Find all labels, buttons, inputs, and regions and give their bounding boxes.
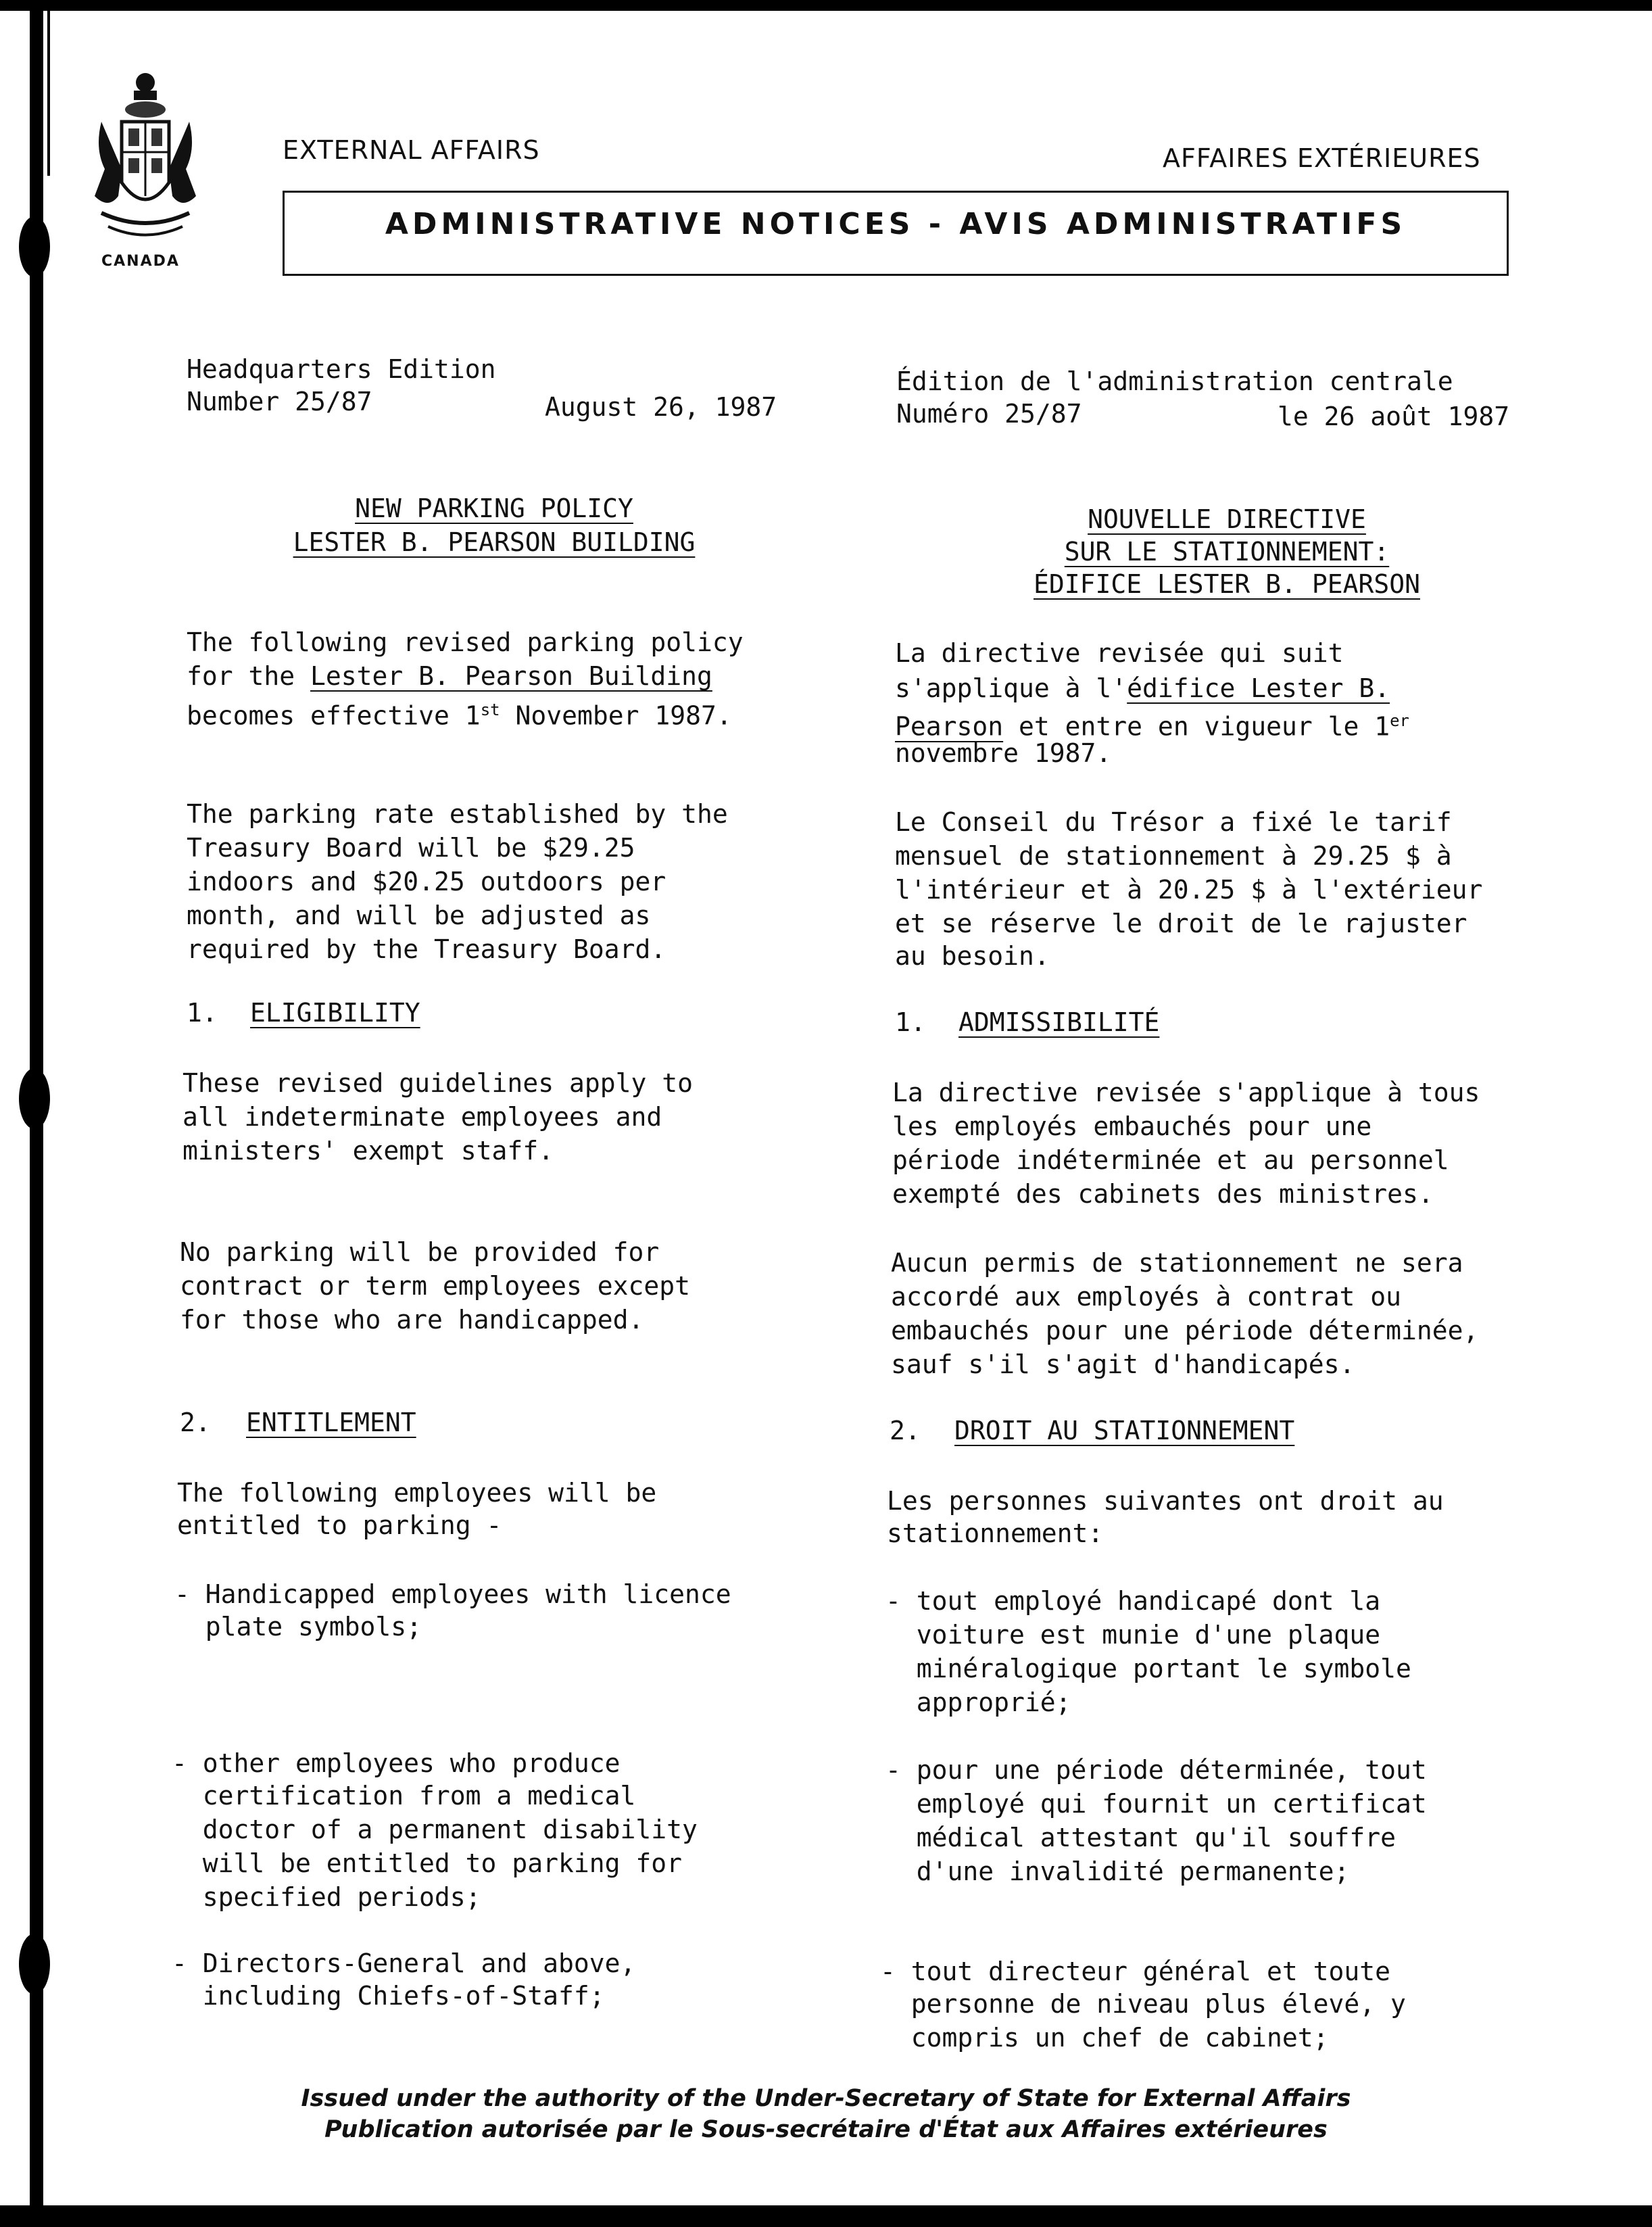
edition-fr: Édition de l'administration centrale (896, 366, 1453, 396)
bullet-handicapped-fr-line2: voiture est munie d'une plaque (885, 1620, 1381, 1650)
authority-footer-fr: Publication autorisée par le Sous-secrétaire d'État aux Affaires extérieures (324, 2116, 1328, 2143)
date-fr: le 26 août 1987 (1278, 402, 1510, 431)
authority-footer-en: Issued under the authority of the Under-Secretary of State for External Affairs (301, 2085, 1351, 2112)
notice-title: ADMINISTRATIVE NOTICES - AVIS ADMINISTRATIFS (385, 207, 1407, 241)
no-permit-fr-line1: Aucun permis de stationnement ne sera (891, 1248, 1463, 1278)
bullet-handicapped-fr-line1: - tout employé handicapé dont la (885, 1586, 1381, 1616)
title-fr-line2: SUR LE STATIONNEMENT: (1064, 537, 1390, 567)
bullet-medical-fr-line4: d'une invalidité permanente; (885, 1857, 1350, 1886)
rate-en-line3: indoors and $20.25 outdoors per (187, 867, 666, 896)
no-permit-fr-line4: sauf s'il s'agit d'handicapés. (891, 1349, 1355, 1379)
entitlement-intro-fr-line2: stationnement: (887, 1518, 1104, 1548)
section2-heading-fr: DROIT AU STATIONNEMENT (954, 1416, 1295, 1445)
entitlement-intro-en-line2: entitled to parking - (177, 1510, 502, 1540)
admissibility-fr-line2: les employés embauchés pour une (892, 1111, 1372, 1141)
intro-fr-line1: La directive revisée qui suit (895, 638, 1344, 668)
rate-en-line4: month, and will be adjusted as (187, 901, 651, 930)
section2-number-en: 2. (180, 1408, 211, 1437)
bullet-medical-en-line3: doctor of a permanent disability (172, 1815, 698, 1844)
rate-fr-line4: et se réserve le droit de le rajuster (895, 909, 1467, 938)
section1-number-fr: 1. (895, 1007, 926, 1037)
bullet-directors-fr-line3: compris un chef de cabinet; (880, 2023, 1329, 2053)
no-parking-en-line2: contract or term employees except (180, 1271, 690, 1301)
section1-number-en: 1. (187, 998, 218, 1028)
intro-en-line1: The following revised parking policy (187, 627, 744, 657)
no-parking-en-line3: for those who are handicapped. (180, 1305, 644, 1335)
canada-coat-of-arms-logo (81, 68, 210, 270)
section1-heading-fr: ADMISSIBILITÉ (958, 1007, 1160, 1037)
date-en: August 26, 1987 (545, 392, 777, 422)
bullet-directors-en-line1: - Directors-General and above, (172, 1948, 636, 1978)
admissibility-fr-line4: exempté des cabinets des ministres. (892, 1179, 1434, 1209)
bullet-handicapped-en-line2: plate symbols; (174, 1612, 422, 1642)
scan-border-bottom (0, 2205, 1652, 2227)
section1-heading-en: ELIGIBILITY (250, 998, 420, 1028)
rate-en-line5: required by the Treasury Board. (187, 934, 666, 964)
intro-fr-line3: Pearson et entre en vigueur le 1er (895, 711, 1410, 742)
punch-hole-middle (19, 1068, 50, 1129)
edition-en: Headquarters Edition (187, 354, 496, 384)
bullet-medical-en-line5: specified periods; (172, 1882, 481, 1912)
rate-en-line2: Treasury Board will be $29.25 (187, 833, 635, 863)
bullet-medical-fr-line3: médical attestant qu'il souffre (885, 1823, 1396, 1852)
entitlement-intro-fr-line1: Les personnes suivantes ont droit au (887, 1486, 1444, 1516)
no-parking-en-line1: No parking will be provided for (180, 1237, 660, 1267)
admissibility-fr-line3: période indéterminée et au personnel (892, 1145, 1449, 1175)
bullet-directors-en-line2: including Chiefs-of-Staff; (172, 1981, 605, 2011)
bullet-medical-fr-line1: - pour une période déterminée, tout (885, 1755, 1427, 1785)
eligibility-en-line3: ministers' exempt staff. (183, 1136, 554, 1166)
title-en-line1: NEW PARKING POLICY (355, 494, 633, 523)
rate-fr-line2: mensuel de stationnement à 29.25 $ à (895, 841, 1452, 871)
bullet-medical-en-line1: - other employees who produce (172, 1748, 621, 1778)
entitlement-intro-en-line1: The following employees will be (177, 1478, 657, 1508)
department-name-en: EXTERNAL AFFAIRS (283, 135, 540, 165)
binding-margin-line (47, 0, 50, 176)
rate-fr-line3: l'intérieur et à 20.25 $ à l'extérieur (895, 875, 1483, 905)
number-fr: Numéro 25/87 (896, 399, 1082, 429)
rate-en-line1: The parking rate established by the (187, 799, 728, 829)
no-permit-fr-line2: accordé aux employés à contrat ou (891, 1282, 1401, 1312)
title-fr-line3: ÉDIFICE LESTER B. PEARSON (1034, 569, 1420, 599)
bullet-medical-en-line4: will be entitled to parking for (172, 1848, 682, 1878)
rate-fr-line1: Le Conseil du Trésor a fixé le tarif (895, 807, 1452, 837)
bullet-handicapped-fr-line3: minéralogique portant le symbole (885, 1654, 1411, 1683)
bullet-handicapped-fr-line4: approprié; (885, 1687, 1071, 1717)
scan-border-top (0, 0, 1652, 11)
title-fr-line1: NOUVELLE DIRECTIVE (1088, 504, 1366, 534)
section2-heading-en: ENTITLEMENT (246, 1408, 416, 1437)
eligibility-en-line2: all indeterminate employees and (183, 1102, 662, 1132)
punch-hole-bottom (19, 1934, 50, 1994)
intro-fr-line2: s'applique à l'édifice Lester B. (895, 673, 1390, 703)
bullet-directors-fr-line2: personne de niveau plus élevé, y (880, 1989, 1406, 2019)
intro-en-line2: for the Lester B. Pearson Building (187, 661, 712, 691)
bullet-directors-fr-line1: - tout directeur général et toute (880, 1957, 1390, 1986)
punch-hole-top (19, 216, 50, 277)
intro-fr-line4: novembre 1987. (895, 738, 1112, 768)
section2-number-fr: 2. (890, 1416, 921, 1445)
number-en: Number 25/87 (187, 387, 372, 416)
admissibility-fr-line1: La directive revisée s'applique à tous (892, 1078, 1480, 1107)
eligibility-en-line1: These revised guidelines apply to (183, 1068, 693, 1098)
bullet-medical-en-line2: certification from a medical (172, 1781, 636, 1811)
department-name-fr: AFFAIRES EXTÉRIEURES (1163, 143, 1481, 173)
no-permit-fr-line3: embauchés pour une période déterminée, (891, 1316, 1479, 1345)
bullet-medical-fr-line2: employé qui fournit un certificat (885, 1789, 1427, 1819)
bullet-handicapped-en-line1: - Handicapped employees with licence (174, 1579, 731, 1609)
country-label: CANADA (101, 253, 180, 270)
rate-fr-line5: au besoin. (895, 941, 1050, 971)
title-en-line2: LESTER B. PEARSON BUILDING (293, 527, 696, 557)
intro-en-line3: becomes effective 1st November 1987. (187, 700, 732, 731)
